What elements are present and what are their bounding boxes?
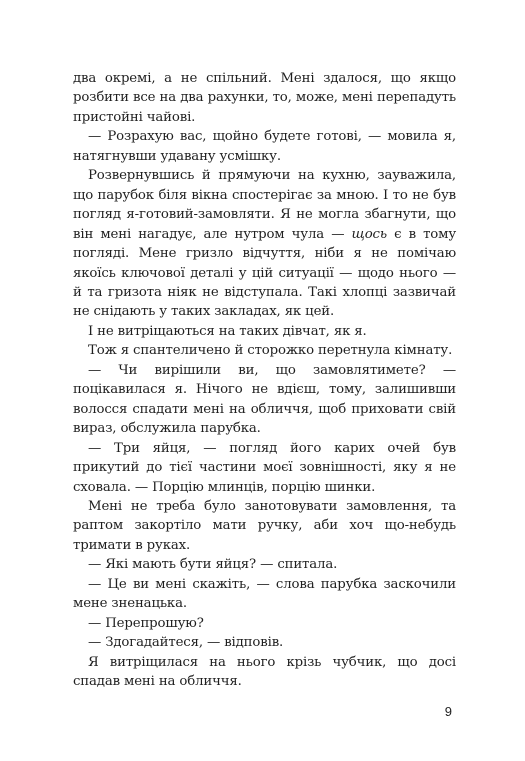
emphasized-word: щось	[351, 226, 387, 242]
paragraph: І не витріщаються на таких дівчат, як я.	[88, 323, 367, 339]
paragraph: — Розрахую вас, щойно будете готові, — мовила я, натягнувши удавану усмішку.	[73, 129, 456, 164]
paragraph: — Три яйця, — погляд його карих очей був прикутий до тієї частини моєї зовнішності, яку я не сховала. — Порцію млинців, порцію шинки.	[73, 440, 456, 495]
page-number: 9	[444, 704, 452, 719]
paragraph: два окремі, а не спільний. Мені здалося, що якщо розбити все на два рахунки, то, може, мені перепадуть пристойні чайові.	[73, 71, 456, 125]
paragraph: — Здогадайтеся, — відповів.	[88, 635, 284, 651]
paragraph: Тож я спантеличено й сторожко перетнула кімнату.	[88, 343, 453, 359]
paragraph: Я витріщилася на нього крізь чубчик, що досі спадав мені на обличчя.	[73, 654, 456, 690]
paragraph: Мені не треба було занотовувати замовлення, та раптом закортіло мати ручку, аби хоч що-небудь тримати в руках.	[73, 498, 456, 553]
paragraph: — Це ви мені скажіть, — слова парубка заскочили мене зненацька.	[73, 576, 456, 612]
paragraph: — Перепрошую?	[88, 615, 204, 631]
paragraph: — Які мають бути яйця? — спитала.	[88, 557, 338, 573]
body-text	[73, 69, 456, 692]
paragraph: — Чи вирішили ви, що замовлятимете? — поцікавилася я. Нічого не вдієш, тому, залишивши волосся спадати мені на обличчя, щоб приховати свій вираз, обслужила парубка.	[73, 362, 456, 437]
paragraph: Розвернувшись й прямуючи на кухню, зауважила, що парубок біля вікна спостерігає за мною. І то не був погляд я-готовий-замовляти. Я не могла збагнути, що він мені нагадує, але нутром чула — щось є в тому погляді. Мене гризло відчуття, ніби я не помічаю якоїсь ключової деталі у цій ситуації — щодо нього — й та гризота ніяк не відступала. Такі хлопці зазвичай не снідають у таких закладах, як цей.	[73, 168, 456, 320]
